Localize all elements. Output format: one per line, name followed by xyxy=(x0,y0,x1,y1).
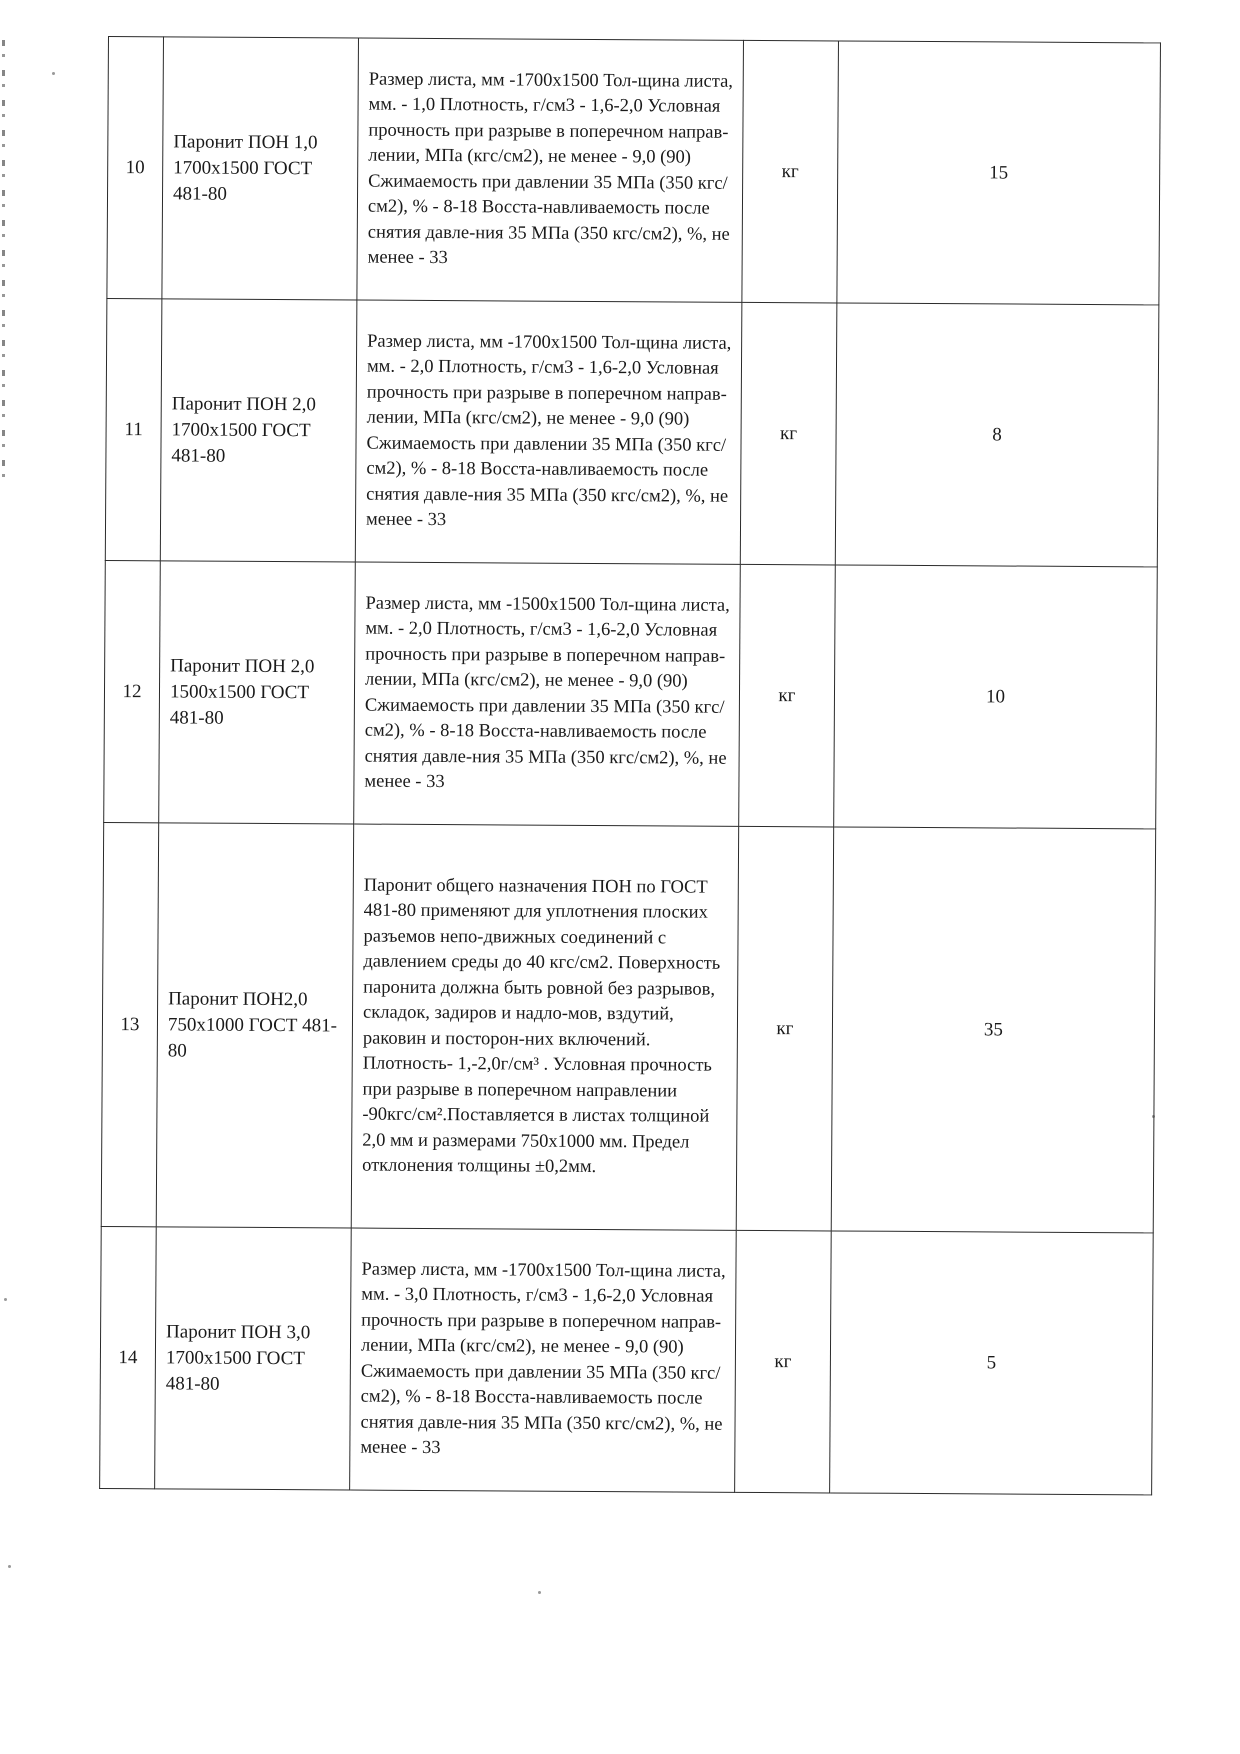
item-quantity: 15 xyxy=(837,41,1161,305)
table-row xyxy=(104,560,1158,828)
item-description: Размер листа, мм -1700х1500 Тол-щина листа, мм. - 2,0 Плотность, г/см3 - 1,6-2,0 Условная прочность при разрыве в поперечном направ-лении, МПа (кгс/см2), не менее - 9,0 (90) Сжимаемость при давлении 35 МПа (350 кгс/см2), % - 8-18 Восста-навливаемость после снятия давле-ния 35 МПа (350 кгс/см2), %, не менее - 33 xyxy=(355,300,742,564)
scan-dot xyxy=(4,1298,7,1301)
item-unit: кг xyxy=(742,40,839,303)
item-unit: кг xyxy=(740,302,837,565)
table-row xyxy=(101,822,1155,1232)
row-number: 12 xyxy=(104,560,161,822)
item-description: Размер листа, мм -1700х1500 Тол-щина листа, мм. - 3,0 Плотность, г/см3 - 1,6-2,0 Условная прочность при разрыве в поперечном направ-лении, МПа (кгс/см2), не менее - 9,0 (90) Сжимаемость при давлении 35 МПа (350 кгс/см2), % - 8-18 Восста-навливаемость после снятия давле-ния 35 МПа (350 кгс/см2), %, не менее - 33 xyxy=(350,1228,737,1492)
item-description: Размер листа, мм -1700х1500 Тол-щина листа, мм. - 1,0 Плотность, г/см3 - 1,6-2,0 Условная прочность при разрыве в поперечном направ-лении, МПа (кгс/см2), не менее - 9,0 (90) Сжимаемость при давлении 35 МПа (350 кгс/см2), % - 8-18 Восста-навливаемость после снятия давле-ния 35 МПа (350 кгс/см2), %, не менее - 33 xyxy=(357,38,744,302)
item-quantity: 10 xyxy=(834,565,1158,829)
scan-dot xyxy=(538,1591,541,1594)
item-name: Паронит ПОН 1,0 1700х1500 ГОСТ 481-80 xyxy=(162,37,359,300)
item-name: Паронит ПОН 2,0 1700х1500 ГОСТ 481-80 xyxy=(160,299,357,562)
table-row xyxy=(100,1226,1154,1494)
row-number: 11 xyxy=(105,298,162,560)
item-name: Паронит ПОН 2,0 1500х1500 ГОСТ 481-80 xyxy=(159,561,356,824)
item-quantity: 5 xyxy=(830,1231,1154,1495)
spec-table xyxy=(99,36,1161,1495)
table-row xyxy=(107,37,1161,305)
scan-dot xyxy=(52,72,55,75)
item-unit: кг xyxy=(735,1230,832,1493)
scan-dot xyxy=(8,1565,11,1568)
item-unit: кг xyxy=(736,826,833,1231)
row-number: 13 xyxy=(101,822,158,1226)
item-name: Паронит ПОН2,0 750х1000 ГОСТ 481-80 xyxy=(156,823,353,1228)
item-description: Паронит общего назначения ПОН по ГОСТ 481-80 применяют для уплотнения плоских разъемов непо-движных соединений с давлением среды до 40 кгс/см2. Поверхность паронита должна быть ровной без разрывов, складок, задиров и надло-мов, вздутий, раковин и посторон-них включений. Плотность- 1,-2,0г/см³ . Условная прочность при разрыве в поперечном направлении -90кгс/см².Поставляется в листах толщиной 2,0 мм и размерами 750х1000 мм. Предел отклонения толщины ±0,2мм. xyxy=(351,824,738,1230)
row-number: 10 xyxy=(107,37,164,299)
item-unit: кг xyxy=(739,564,836,827)
item-quantity: 35 xyxy=(831,827,1155,1233)
item-name: Паронит ПОН 3,0 1700х1500 ГОСТ 481-80 xyxy=(155,1227,352,1490)
item-quantity: 8 xyxy=(835,303,1159,567)
table-row xyxy=(105,298,1159,566)
scan-artifact xyxy=(2,40,5,480)
item-description: Размер листа, мм -1500х1500 Тол-щина листа, мм. - 2,0 Плотность, г/см3 - 1,6-2,0 Условная прочность при разрыве в поперечном направ-лении, МПа (кгс/см2), не менее - 9,0 (90) Сжимаемость при давлении 35 МПа (350 кгс/см2), % - 8-18 Восста-навливаемость после снятия давле-ния 35 МПа (350 кгс/см2), %, не менее - 33 xyxy=(354,562,741,826)
row-number: 14 xyxy=(100,1226,157,1488)
